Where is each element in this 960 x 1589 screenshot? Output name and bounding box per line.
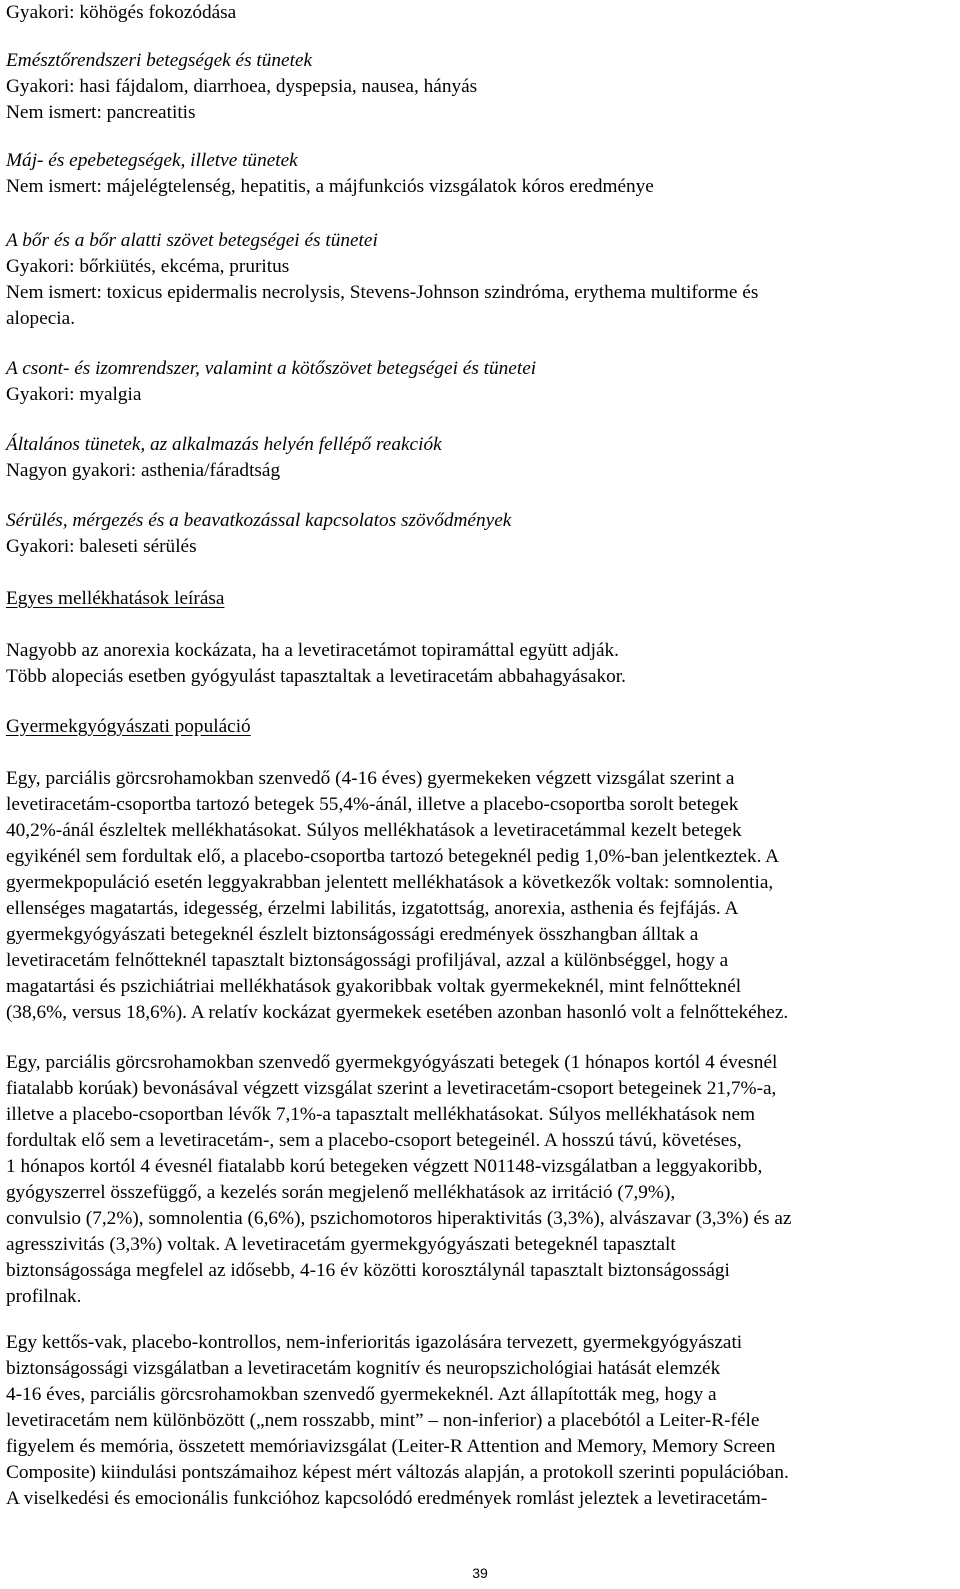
text-line: Gyakori: hasi fájdalom, diarrhoea, dyspepsia, nausea, hányás — [6, 76, 478, 97]
text-line: ellenséges magatartás, idegesség, érzelmi labilitás, izgatottság, anorexia, asthenia és fejfájás. A — [6, 898, 739, 919]
text-line: Gyakori: myalgia — [6, 384, 142, 405]
text-line: Nagyobb az anorexia kockázata, ha a levetiracetámot topiramáttal együtt adják. — [6, 640, 619, 661]
text-line: biztonságossága megfelel az idősebb, 4-16 év közötti korosztálynál tapasztalt biztonságossági — [6, 1260, 730, 1281]
section-heading: Általános tünetek, az alkalmazás helyén fellépő reakciók — [6, 434, 442, 455]
text-line: gyermekpopuláció esetén leggyakrabban jelentett mellékhatások a következők voltak: somnolentia, — [6, 872, 774, 893]
subsection-heading: Gyermekgyógyászati populáció — [6, 716, 251, 737]
text-line: figyelem és memória, összetett memóriavizsgálat (Leiter-R Attention and Memory, Memory Screen — [6, 1436, 776, 1457]
text-line: Gyakori: bőrkiütés, ekcéma, pruritus — [6, 256, 290, 277]
text-line: 40,2%-ánál észleltek mellékhatásokat. Súlyos mellékhatások a levetiracetámmal kezelt betegek — [6, 820, 742, 841]
text-line: (38,6%, versus 18,6%). A relatív kockázat gyermekek esetében azonban hasonló volt a felnőttekéhez. — [6, 1002, 789, 1023]
text-line: Egy, parciális görcsrohamokban szenvedő (4-16 éves) gyermekeken végzett vizsgálat szerint a — [6, 768, 735, 789]
text-line: alopecia. — [6, 308, 76, 329]
page-number: 39 — [472, 1565, 488, 1581]
section-heading: A csont- és izomrendszer, valamint a kötőszövet betegségei és tünetei — [6, 358, 537, 379]
subsection-heading: Egyes mellékhatások leírása — [6, 588, 225, 609]
text-line: levetiracetám felnőtteknél tapasztalt biztonságossági profiljával, azzal a különbséggel, hogy a — [6, 950, 729, 971]
text-line: Gyakori: köhögés fokozódása — [6, 2, 237, 23]
text-line: Nem ismert: pancreatitis — [6, 102, 196, 123]
text-line: egyikénél sem fordultak elő, a placebo-csoportba tartozó betegeknél pedig 1,0%-ban jelentkeztek. A — [6, 846, 780, 867]
text-line: gyermekgyógyászati betegeknél észlelt biztonságossági eredmények összhangban álltak a — [6, 924, 699, 945]
section-heading: Emésztőrendszeri betegségek és tünetek — [6, 50, 313, 71]
text-line: profilnak. — [6, 1286, 82, 1307]
text-line: levetiracetám-csoportba tartozó betegek 55,4%-ánál, illetve a placebo-csoportba sorolt betegek — [6, 794, 739, 815]
section-heading: Máj- és epebetegségek, illetve tünetek — [6, 150, 298, 171]
text-line: A viselkedési és emocionális funkcióhoz kapcsolódó eredmények romlást jeleztek a levetiracetám- — [6, 1488, 768, 1509]
text-line: 1 hónapos kortól 4 évesnél fiatalabb korú betegeken végzett N01148-vizsgálatban a leggyakoribb, — [6, 1156, 763, 1177]
text-line: magatartási és pszichiátriai mellékhatások gyakoribbak voltak gyermekeknél, mint felnőtteknél — [6, 976, 742, 997]
text-line: Nagyon gyakori: asthenia/fáradtság — [6, 460, 281, 481]
text-line: gyógyszerrel összefüggő, a kezelés során megjelenő mellékhatások az irritáció (7,9%), — [6, 1182, 676, 1203]
text-line: Composite) kiindulási pontszámaihoz képest mért változás alapján, a protokoll szerinti populációban. — [6, 1462, 789, 1483]
text-line: 4-16 éves, parciális görcsrohamokban szenvedő gyermekeknél. Azt állapították meg, hogy a — [6, 1384, 717, 1405]
text-line: Több alopeciás esetben gyógyulást tapasztaltak a levetiracetám abbahagyásakor. — [6, 666, 626, 687]
section-heading: A bőr és a bőr alatti szövet betegségei és tünetei — [6, 230, 378, 251]
text-line: Egy kettős-vak, placebo-kontrollos, nem-inferioritás igazolására tervezett, gyermekgyógyászati — [6, 1332, 743, 1353]
text-line: fordultak elő sem a levetiracetám-, sem a placebo-csoport betegeinél. A hosszú távú, követéses, — [6, 1130, 742, 1151]
text-line: convulsio (7,2%), somnolentia (6,6%), pszichomotoros hiperaktivitás (3,3%), alvászavar (3,3%) és az — [6, 1208, 792, 1229]
text-line: illetve a placebo-csoportban lévők 7,1%-a tapasztalt mellékhatásokat. Súlyos mellékhatások nem — [6, 1104, 756, 1125]
section-heading: Sérülés, mérgezés és a beavatkozással kapcsolatos szövődmények — [6, 510, 512, 531]
text-line: biztonságossági vizsgálatban a levetiracetám kognitív és neuropszichológiai hatását elemzék — [6, 1358, 721, 1379]
text-line: Nem ismert: májelégtelenség, hepatitis, a májfunkciós vizsgálatok kóros eredménye — [6, 176, 654, 197]
text-line: levetiracetám nem különbözött („nem rosszabb, mint” – non-inferior) a placebótól a Leiter-R-féle — [6, 1410, 760, 1431]
text-line: fiatalabb korúak) bevonásával végzett vizsgálat szerint a levetiracetám-csoport betegeinek 21,7%-a, — [6, 1078, 777, 1099]
text-line: Gyakori: baleseti sérülés — [6, 536, 197, 557]
text-line: Egy, parciális görcsrohamokban szenvedő gyermekgyógyászati betegek (1 hónapos kortól 4 évesnél — [6, 1052, 778, 1073]
text-line: Nem ismert: toxicus epidermalis necrolysis, Stevens-Johnson szindróma, erythema multiforme és — [6, 282, 759, 303]
text-line: agresszivitás (3,3%) voltak. A levetiracetám gyermekgyógyászati betegeknél tapasztalt — [6, 1234, 676, 1255]
